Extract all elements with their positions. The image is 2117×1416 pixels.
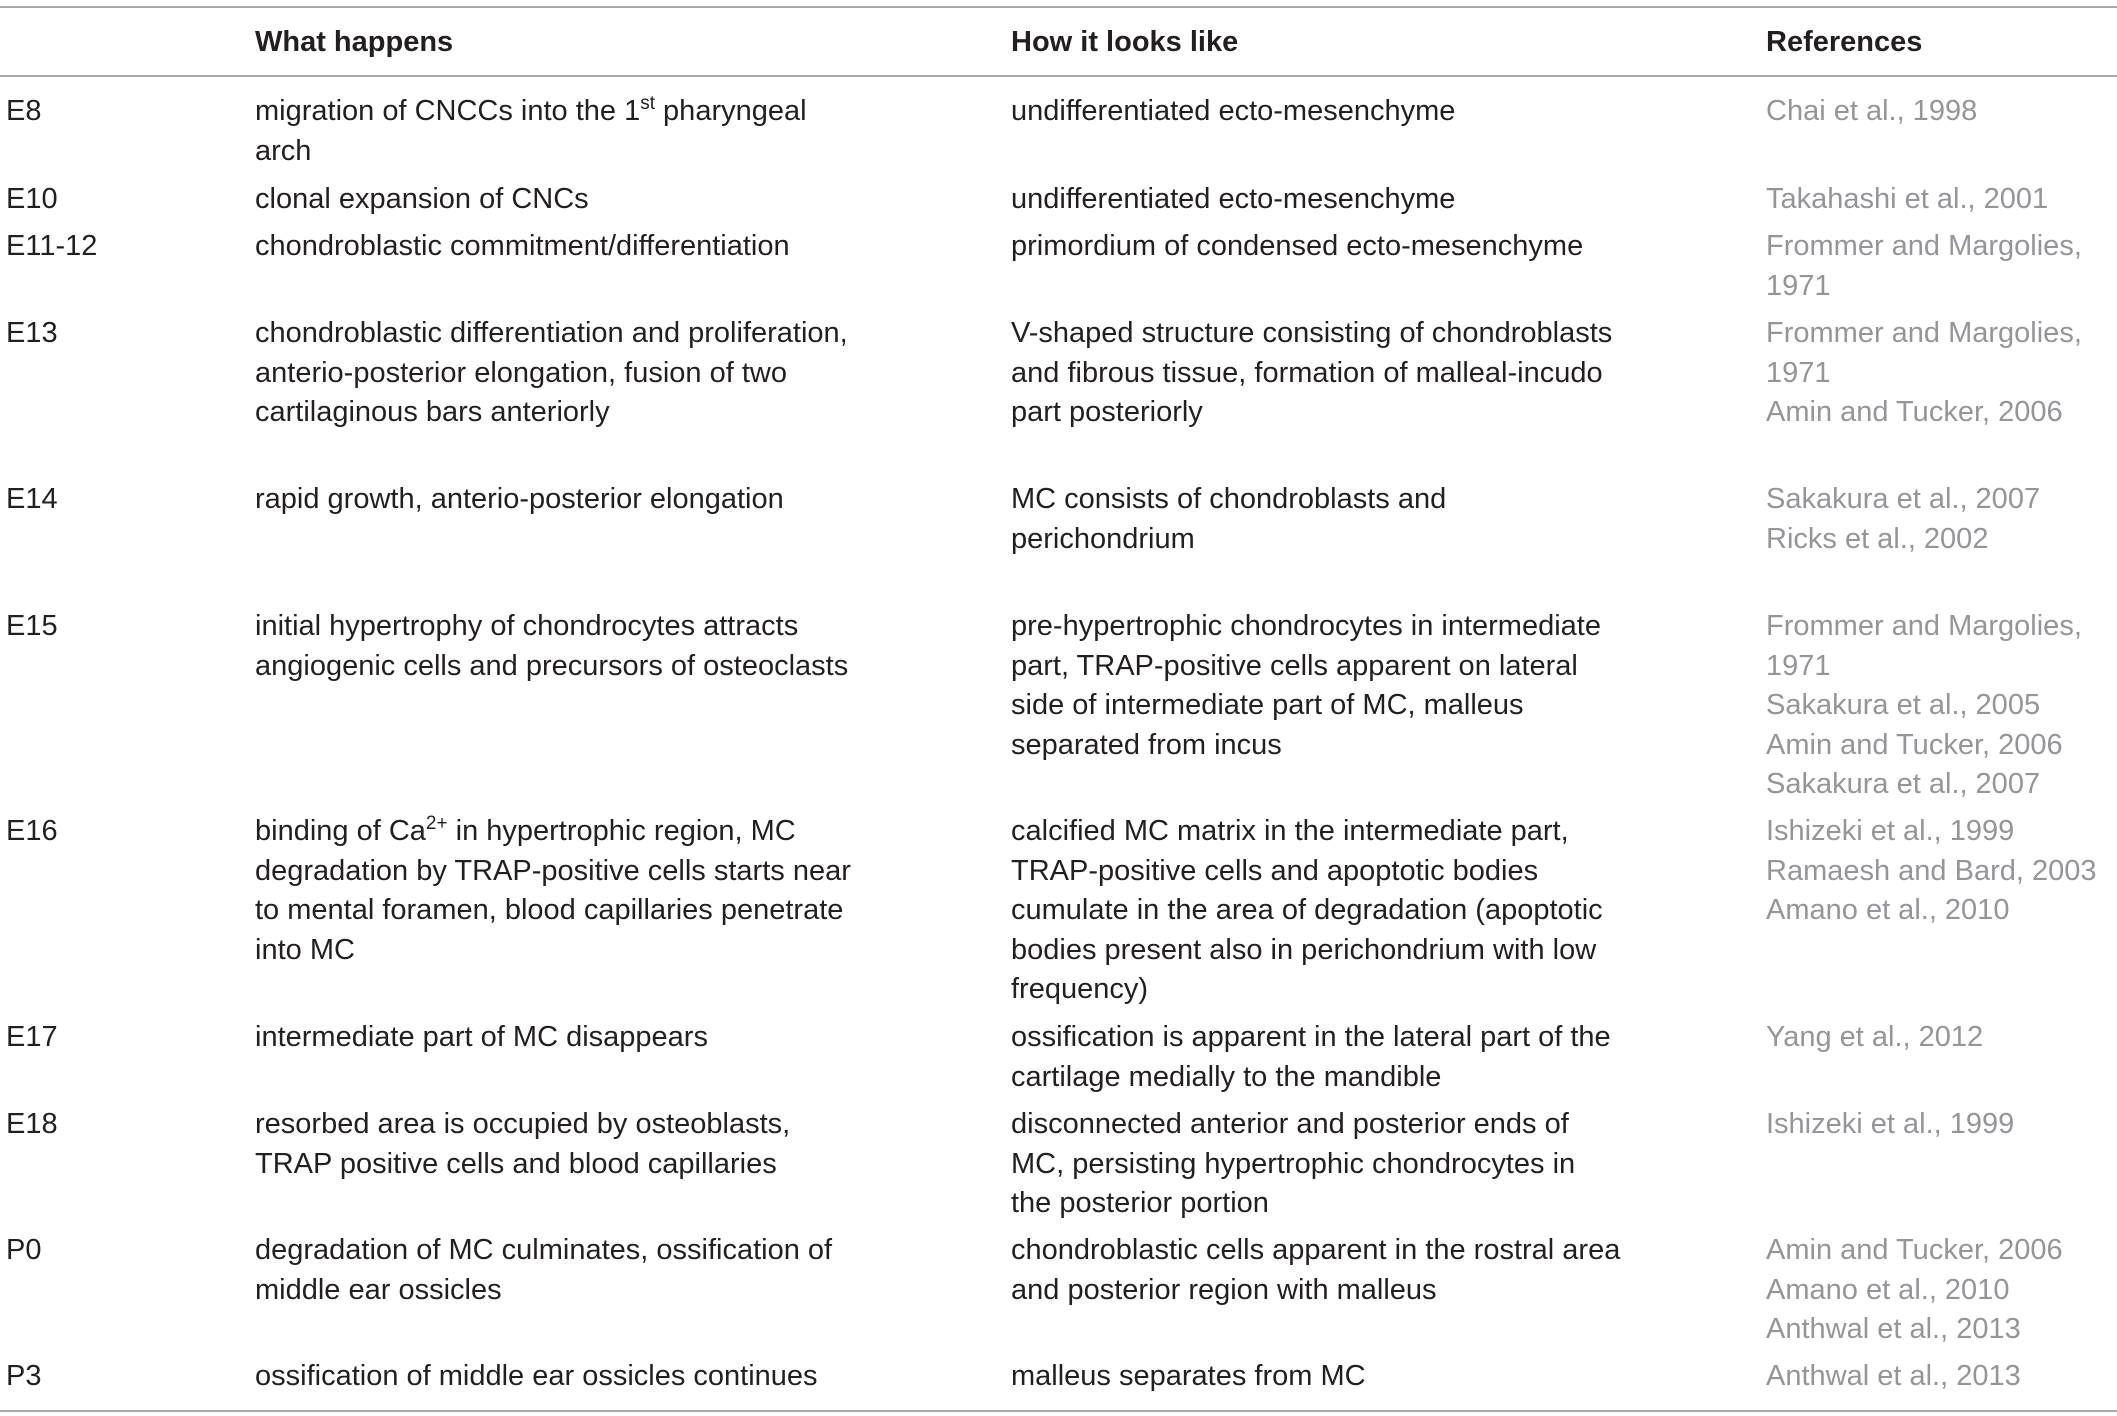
stage-cell: P3 xyxy=(6,1360,42,1392)
reference: Frommer and Margolies, 1971 xyxy=(1766,610,2082,682)
stage-cell: E11-12 xyxy=(6,230,98,262)
references-cell xyxy=(1766,812,2111,931)
how-it-looks-cell: MC consists of chondroblasts and perichondrium xyxy=(1011,483,1447,555)
stage-cell: E16 xyxy=(6,815,58,847)
how-it-looks-cell: ossification is apparent in the lateral part of the cartilage medially to the mandible xyxy=(1011,1021,1611,1093)
reference: Anthwal et al., 2013 xyxy=(1766,1360,2021,1392)
reference: Takahashi et al., 2001 xyxy=(1766,183,2049,215)
reference: Anthwal et al., 2013 xyxy=(1766,1313,2021,1346)
reference: Sakakura et al., 2007 xyxy=(1766,483,2041,515)
what-happens-cell: chondroblastic differentiation and proliferation, anterio-posterior elongation, fusion of two cartilaginous bars anteriorly xyxy=(255,317,848,429)
what-happens-cell: intermediate part of MC disappears xyxy=(255,1021,708,1053)
stage-cell: E14 xyxy=(6,483,58,515)
stage-cell: E15 xyxy=(6,610,58,642)
references-cell xyxy=(1766,92,2111,132)
what-happens-cell: rapid growth, anterio-posterior elongation xyxy=(255,483,784,515)
references-cell xyxy=(1766,227,2111,306)
reference: Sakakura et al., 2007 xyxy=(1766,768,2041,801)
reference: Frommer and Margolies, 1971 xyxy=(1766,317,2082,389)
reference: Amano et al., 2010 xyxy=(1766,1273,2010,1306)
stage-cell: P0 xyxy=(6,1234,42,1266)
references-cell xyxy=(1766,1231,2111,1350)
reference: Sakakura et al., 2005 xyxy=(1766,689,2041,722)
reference: Ramaesh and Bard, 2003 xyxy=(1766,854,2097,887)
how-it-looks-cell: calcified MC matrix in the intermediate part, TRAP-positive cells and apoptotic bodies cumulate in the area of degradation (apoptotic bodies present also in perichondrium with low frequency) xyxy=(1011,815,1603,1006)
reference: Ricks et al., 2002 xyxy=(1766,522,1989,555)
what-happens-cell: chondroblastic commitment/differentiation xyxy=(255,230,790,262)
references-cell xyxy=(1766,180,2111,220)
references-cell xyxy=(1766,607,2111,805)
how-it-looks-cell: primordium of condensed ecto-mesenchyme xyxy=(1011,230,1584,262)
how-it-looks-cell: malleus separates from MC xyxy=(1011,1360,1366,1392)
stage-cell: E18 xyxy=(6,1108,58,1140)
what-happens-cell: initial hypertrophy of chondrocytes attracts angiogenic cells and precursors of osteoclasts xyxy=(255,610,849,682)
how-it-looks-cell: undifferentiated ecto-mesenchyme xyxy=(1011,183,1456,215)
stage-cell: E13 xyxy=(6,317,58,349)
header-references: References xyxy=(1766,26,1923,58)
what-happens-cell: resorbed area is occupied by osteoblasts, TRAP positive cells and blood capillaries xyxy=(255,1108,791,1180)
how-it-looks-cell: chondroblastic cells apparent in the rostral area and posterior region with malleus xyxy=(1011,1234,1621,1306)
references-cell xyxy=(1766,1018,2111,1058)
reference: Ishizeki et al., 1999 xyxy=(1766,1108,2015,1140)
how-it-looks-cell: undifferentiated ecto-mesenchyme xyxy=(1011,95,1456,127)
how-it-looks-cell: disconnected anterior and posterior ends of MC, persisting hypertrophic chondrocytes in the posterior portion xyxy=(1011,1108,1576,1220)
what-happens-cell: degradation of MC culminates, ossification of middle ear ossicles xyxy=(255,1234,833,1306)
stage-cell: E17 xyxy=(6,1021,58,1053)
reference: Yang et al., 2012 xyxy=(1766,1021,1984,1053)
how-it-looks-cell: V-shaped structure consisting of chondroblasts and fibrous tissue, formation of malleal-incudo part posteriorly xyxy=(1011,317,1613,429)
reference: Frommer and Margolies, 1971 xyxy=(1766,230,2082,302)
references-cell xyxy=(1766,1105,2111,1145)
header-rule xyxy=(0,75,2117,77)
header-how-it-looks: How it looks like xyxy=(1011,26,1239,58)
reference: Ishizeki et al., 1999 xyxy=(1766,815,2015,847)
reference: Amano et al., 2010 xyxy=(1766,894,2010,927)
reference: Amin and Tucker, 2006 xyxy=(1766,1234,2063,1266)
header-what-happens: What happens xyxy=(255,26,454,58)
what-happens-cell: ossification of middle ear ossicles continues xyxy=(255,1360,818,1392)
how-it-looks-cell: pre-hypertrophic chondrocytes in intermediate part, TRAP-positive cells apparent on lateral side of intermediate part of MC, malleus separated from incus xyxy=(1011,610,1601,761)
what-happens-cell: migration of CNCCs into the 1st pharyngeal arch xyxy=(255,93,807,167)
stage-cell: E8 xyxy=(6,95,42,127)
references-cell xyxy=(1766,314,2111,433)
table-bottom-rule xyxy=(0,1410,2117,1412)
reference: Amin and Tucker, 2006 xyxy=(1766,728,2063,761)
references-cell xyxy=(1766,1357,2111,1397)
what-happens-cell: binding of $Ca^{2+}$ in hypertrophic region, MC degradation by TRAP-positive cells starts near to mental foramen, blood capillaries penetrate into MC xyxy=(255,813,851,966)
what-happens-cell: clonal expansion of CNCs xyxy=(255,183,589,215)
stage-cell: E10 xyxy=(6,183,58,215)
reference: Amin and Tucker, 2006 xyxy=(1766,396,2063,429)
reference: Chai et al., 1998 xyxy=(1766,95,1978,127)
references-cell xyxy=(1766,480,2111,559)
table-top-rule xyxy=(0,6,2117,8)
